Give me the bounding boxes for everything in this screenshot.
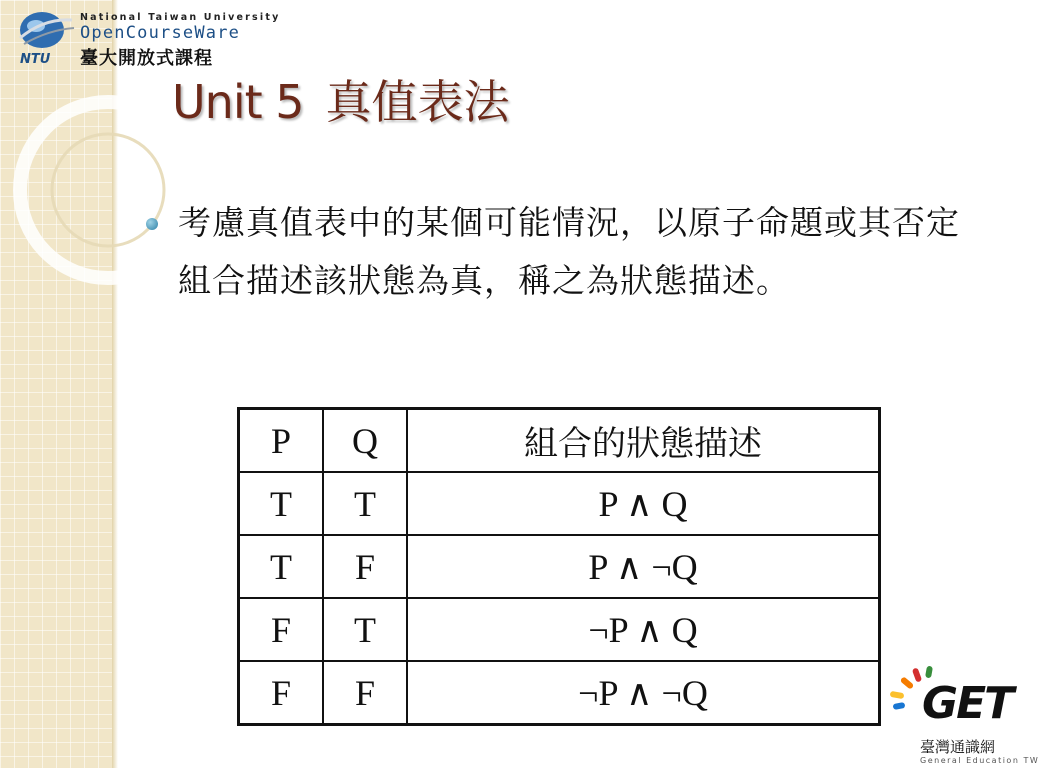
- table-cell: T: [239, 472, 324, 535]
- table-row: [239, 472, 880, 535]
- get-chinese-name: 臺灣通識網: [920, 738, 996, 756]
- table-cell: P ∧ Q: [407, 472, 880, 535]
- ocw-chinese-name: 臺大開放式課程: [80, 48, 213, 69]
- slide-title: [172, 66, 510, 132]
- table-cell: T: [323, 598, 407, 661]
- table-cell: ¬P ∧ ¬Q: [407, 661, 880, 725]
- table-row: [239, 661, 880, 725]
- slide-title-topic: 真值表法: [325, 75, 510, 129]
- table-header-row: [239, 409, 880, 473]
- table-cell: F: [323, 661, 407, 725]
- slide-title-unit: Unit 5: [172, 75, 304, 129]
- table-header-cell: P: [239, 409, 324, 473]
- table-cell: F: [239, 661, 324, 725]
- table-cell: F: [239, 598, 324, 661]
- ntu-ocw-logo[interactable]: [14, 8, 281, 72]
- table-header-cell: Q: [323, 409, 407, 473]
- table-cell: T: [239, 535, 324, 598]
- ntu-abbreviation: NTU: [20, 52, 51, 67]
- table-cell: T: [323, 472, 407, 535]
- ocw-name: OpenCourseWare: [80, 23, 241, 43]
- get-english-name: General Education TW: [920, 756, 1039, 765]
- table-row: [239, 598, 880, 661]
- bullet-icon: [146, 218, 158, 230]
- bullet-paragraph: 考慮真值表中的某個可能情況，以原子命題或其否定組合描述該狀態為真，稱之為狀態描述。: [178, 203, 960, 300]
- get-logo[interactable]: [888, 664, 1039, 768]
- table-cell: P ∧ ¬Q: [407, 535, 880, 598]
- table-cell: ¬P ∧ Q: [407, 598, 880, 661]
- table-header-cell: 組合的狀態描述: [407, 409, 880, 473]
- table-row: [239, 535, 880, 598]
- table-cell: F: [323, 535, 407, 598]
- globe-icon: [14, 8, 78, 58]
- university-name: National Taiwan University: [80, 12, 281, 23]
- truth-table: [237, 407, 881, 726]
- get-mark: GET: [922, 678, 1013, 729]
